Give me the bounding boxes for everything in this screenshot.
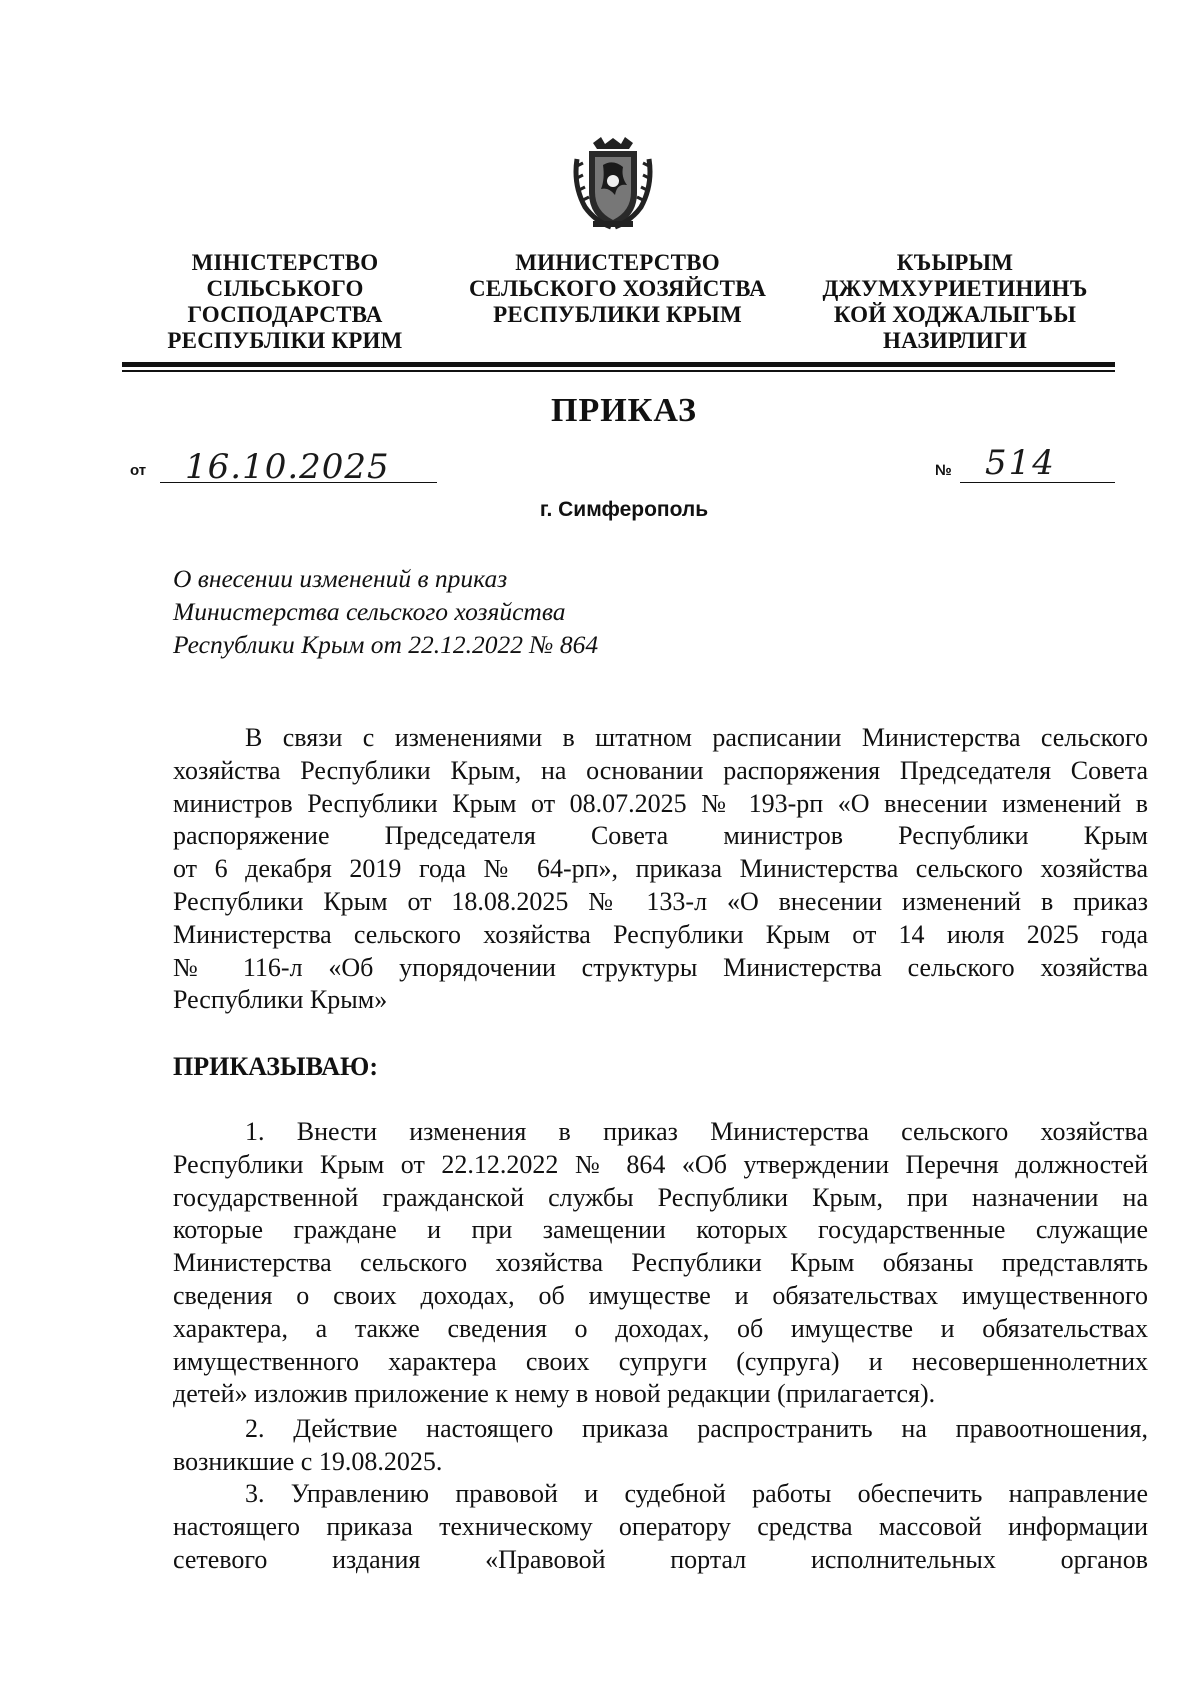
header-line: РЕСПУБЛИКИ КРЫМ (493, 302, 742, 327)
header-line: КЪЫРЫМ (896, 250, 1014, 275)
text-line: Министерства сельского хозяйства Республики Крым от 14 июля 2025 года (173, 919, 1148, 949)
text-line: № 116-л «Об упорядочении структуры Министерства сельского хозяйства (173, 952, 1148, 982)
text-line: 2. Действие настоящего приказа распространить на правоотношения, (245, 1414, 1148, 1443)
header-line: СЕЛЬСКОГО ХОЗЯЙСТВА (468, 276, 767, 301)
header-line: ГОСПОДАРСТВА (187, 302, 383, 327)
header-line: МИНИСТЕРСТВО (515, 250, 720, 275)
text-line: В связи с изменениями в штатном расписании Министерства сельского (245, 723, 1148, 752)
text-line: Республики Крым» (173, 985, 388, 1015)
subject-line: Республики Крым от 22.12.2022 № 864 (173, 630, 599, 659)
order-subject (173, 562, 598, 661)
header-divider-thin (122, 370, 1115, 372)
text-line: характера, а также сведения о доходах, об имуществе и обязательствах (173, 1313, 1148, 1343)
text-line: 3. Управлению правовой и судебной работы обеспечить направление (245, 1479, 1148, 1508)
document-title: ПРИКАЗ (551, 392, 697, 429)
text-line: 1. Внести изменения в приказ Министерства сельского хозяйства (245, 1117, 1148, 1146)
number-handwritten: 514 (985, 443, 1056, 483)
text-line: Республики Крым от 18.08.2025 № 133-л «О внесении изменений в приказ (173, 886, 1148, 916)
subject-line: О внесении изменений в приказ (173, 564, 508, 593)
number-label: № (935, 462, 952, 479)
text-line: министров Республики Крым от 08.07.2025 № 193-рп «О внесении изменений в (173, 788, 1148, 818)
date-label: от (130, 462, 147, 479)
text-line: возникшие с 19.08.2025. (173, 1446, 443, 1476)
text-line: имущественного характера своих супруги (супруга) и несовершеннолетних (173, 1346, 1148, 1376)
order-heading: ПРИКАЗЫВАЮ: (173, 1052, 378, 1081)
text-line: детей» изложив приложение к нему в новой редакции (прилагается). (173, 1379, 936, 1409)
item-1-paragraph (173, 1116, 1148, 1411)
text-line: сетевого издания «Правовой портал исполнительных органов (173, 1544, 1148, 1574)
text-line: от 6 декабря 2019 года № 64-рп», приказа Министерства сельского хозяйства (173, 854, 1148, 884)
header-line: СІЛЬСЬКОГО (206, 276, 364, 301)
subject-line: Министерства сельского хозяйства (173, 597, 566, 626)
header-ukrainian-name (140, 250, 430, 354)
text-line: Министерства сельского хозяйства Республики Крым обязаны представлять (173, 1248, 1148, 1278)
header-line: НАЗИРЛИГИ (883, 328, 1027, 353)
header-line: МІНІСТЕРСТВО (191, 250, 379, 275)
coat-of-arms-emblem (571, 135, 655, 230)
header-line: КОЙ ХОДЖАЛЫГЪЫ (833, 302, 1077, 327)
header-russian-name (445, 250, 790, 328)
date-handwritten: 16.10.2025 (185, 447, 390, 487)
header-line: ДЖУМХУРИЕТИНИНЪ (822, 276, 1088, 301)
text-line: сведения о своих доходах, об имуществе и обязательствах имущественного (173, 1280, 1148, 1310)
header-divider-thick (122, 362, 1115, 367)
header-line: РЕСПУБЛІКИ КРИМ (167, 328, 403, 353)
text-line: которые граждане и при замещении которых государственные служащие (173, 1215, 1148, 1245)
text-line: распоряжение Председателя Совета министров Республики Крым (173, 821, 1148, 851)
item-2-paragraph (173, 1413, 1148, 1479)
text-line: хозяйства Республики Крым, на основании распоряжения Председателя Совета (173, 755, 1148, 785)
text-line: государственной гражданской службы Республики Крым, при назначении на (173, 1182, 1148, 1212)
text-line: настоящего приказа техническому оператору средства массовой информации (173, 1511, 1148, 1541)
preamble-paragraph (173, 722, 1148, 1017)
text-line: Республики Крым от 22.12.2022 № 864 «Об утверждении Перечня должностей (173, 1149, 1148, 1179)
header-crimean-tatar-name (805, 250, 1105, 354)
item-3-paragraph (173, 1478, 1148, 1576)
city-line: г. Симферополь (539, 498, 709, 521)
